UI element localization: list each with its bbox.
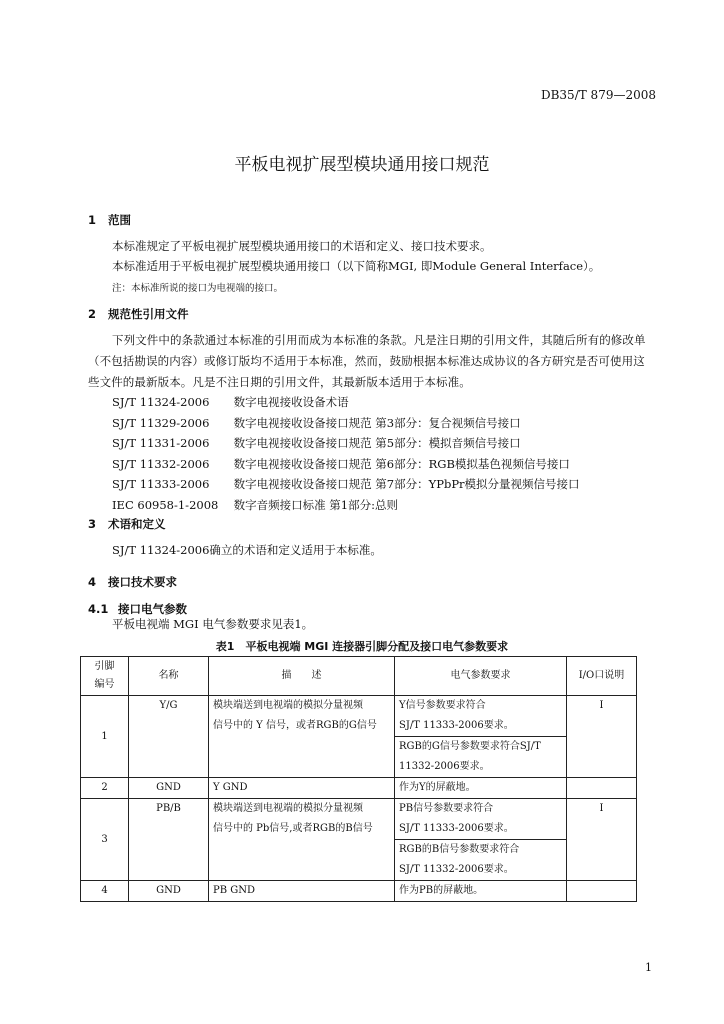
reference-title: 数字电视接收设备接口规范 第7部分：YPbPr模拟分量视频信号接口 [233,477,580,491]
section-2-paragraph: 下列文件中的条款通过本标准的引用而成为本标准的条款。凡是注日期的引用文件，其随后所有的修改单（不包括勘误的内容）或修订版均不适用于本标准，然而，鼓励根据本标准达成协议的各方研究是否可使用这些文件的最新版本。凡是不注日期的引用文件，其最新版本适用于本标准。 [88,333,646,389]
section-3-text: SJ/T 11324-2006确立的术语和定义适用于本标准。 [112,543,382,557]
name-cell: GND [129,778,209,799]
page-number: 1 [645,961,652,974]
section-2-title: 规范性引用文件 [108,307,189,321]
table-row [81,881,637,902]
section-1-line-2: 本标准适用于平板电视扩展型模块通用接口（以下简称MGI, 即Module General Interface）。 [112,259,601,273]
elec-line: PB信号参数要求符合 [399,803,494,814]
elec-line: SJ/T 11333-2006要求。 [399,823,514,834]
table-row [81,696,637,737]
pin-cell: 4 [81,881,129,902]
header-desc: 描 述 [209,657,395,696]
elec-line: 11332-2006要求。 [399,761,490,772]
pin-table [80,656,637,902]
section-1-heading [88,212,131,228]
table-title: 表1 平板电视端 MGI 连接器引脚分配及接口电气参数要求 [215,640,509,653]
elec-cell [395,696,567,737]
section-1-line-1: 本标准规定了平板电视扩展型模块通用接口的术语和定义、接口技术要求。 [112,239,492,253]
section-2-heading [88,306,189,322]
reference-code: SJ/T 11329-2006 [112,415,210,430]
elec-line: SJ/T 11333-2006要求。 [399,720,514,731]
header-name: 名称 [129,657,209,696]
reference-item [112,454,580,475]
section-1-title: 范围 [108,213,131,227]
name-cell: PB/B [129,799,209,881]
pin-cell: 2 [81,778,129,799]
header-io: I/O口说明 [567,657,637,696]
reference-title: 数字音频接口标准 第1部分:总则 [233,497,399,512]
table-header-row [81,657,637,696]
reference-code: SJ/T 11324-2006 [112,395,210,409]
section-3-title: 术语和定义 [108,517,166,531]
elec-cell: 作为PB的屏蔽地。 [395,881,567,902]
reference-item [112,474,580,495]
desc-line: 模块端送到电视端的模拟分量视频 [213,700,363,711]
section-1-note: 注：本标准所说的接口为电视端的接口。 [112,283,284,294]
reference-code: SJ/T 11331-2006 [112,436,210,450]
elec-line: RGB的B信号参数要求符合 [399,844,520,855]
pin-cell: 1 [81,696,129,778]
section-3-heading [88,516,166,532]
section-4-title: 接口技术要求 [108,575,177,589]
elec-cell [395,840,567,881]
io-cell [567,881,637,902]
section-3-number: 3 [88,517,97,531]
section-4-number: 4 [88,575,97,589]
elec-line: RGB的G信号参数要求符合SJ/T [399,741,541,752]
reference-title: 数字电视接收设备接口规范 第3部分：复合视频信号接口 [233,415,521,430]
reference-title: 数字电视接收设备术语 [233,395,349,409]
section-4-heading [88,574,177,590]
desc-line: 信号中的 Y 信号，或者RGB的G信号 [213,720,377,731]
elec-cell: 作为Y的屏蔽地。 [395,778,567,799]
table-row [81,799,637,840]
desc-cell: PB GND [209,881,395,902]
reference-item [112,495,580,516]
reference-item [112,433,580,454]
elec-cell [395,799,567,840]
reference-code: SJ/T 11332-2006 [112,456,210,471]
desc-line: 模块端送到电视端的模拟分量视频 [213,803,363,814]
reference-item [112,392,580,413]
desc-cell [209,696,395,778]
section-2-number: 2 [88,307,97,321]
doc-code: DB35/T 879—2008 [540,88,656,102]
io-cell [567,778,637,799]
page-title: 平板电视扩展型模块通用接口规范 [234,155,490,175]
pin-cell: 3 [81,799,129,881]
section-4-1-number: 4.1 [88,602,109,616]
section-1-number: 1 [88,213,97,227]
desc-line: 信号中的 Pb信号,或者RGB的B信号 [213,823,373,834]
reference-list [112,392,580,515]
reference-code: SJ/T 11333-2006 [112,477,210,491]
elec-line: Y信号参数要求符合 [399,700,486,711]
reference-item [112,413,580,434]
io-cell: I [567,696,637,778]
desc-cell: Y GND [209,778,395,799]
elec-cell [395,737,567,778]
reference-title: 数字电视接收设备接口规范 第5部分：模拟音频信号接口 [233,436,521,450]
section-4-1-text: 平板电视端 MGI 电气参数要求见表1。 [112,617,314,631]
desc-cell [209,799,395,881]
reference-title: 数字电视接收设备接口规范 第6部分：RGB模拟基色视频信号接口 [233,456,570,471]
name-cell: GND [129,881,209,902]
reference-code: IEC 60958-1-2008 [112,497,219,512]
header-pin: 引脚 编号 [81,657,129,696]
table-row [81,778,637,799]
header-elec: 电气参数要求 [395,657,567,696]
elec-line: SJ/T 11332-2006要求。 [399,864,514,875]
name-cell: Y/G [129,696,209,778]
section-4-1-title: 接口电气参数 [118,602,187,616]
io-cell: I [567,799,637,881]
